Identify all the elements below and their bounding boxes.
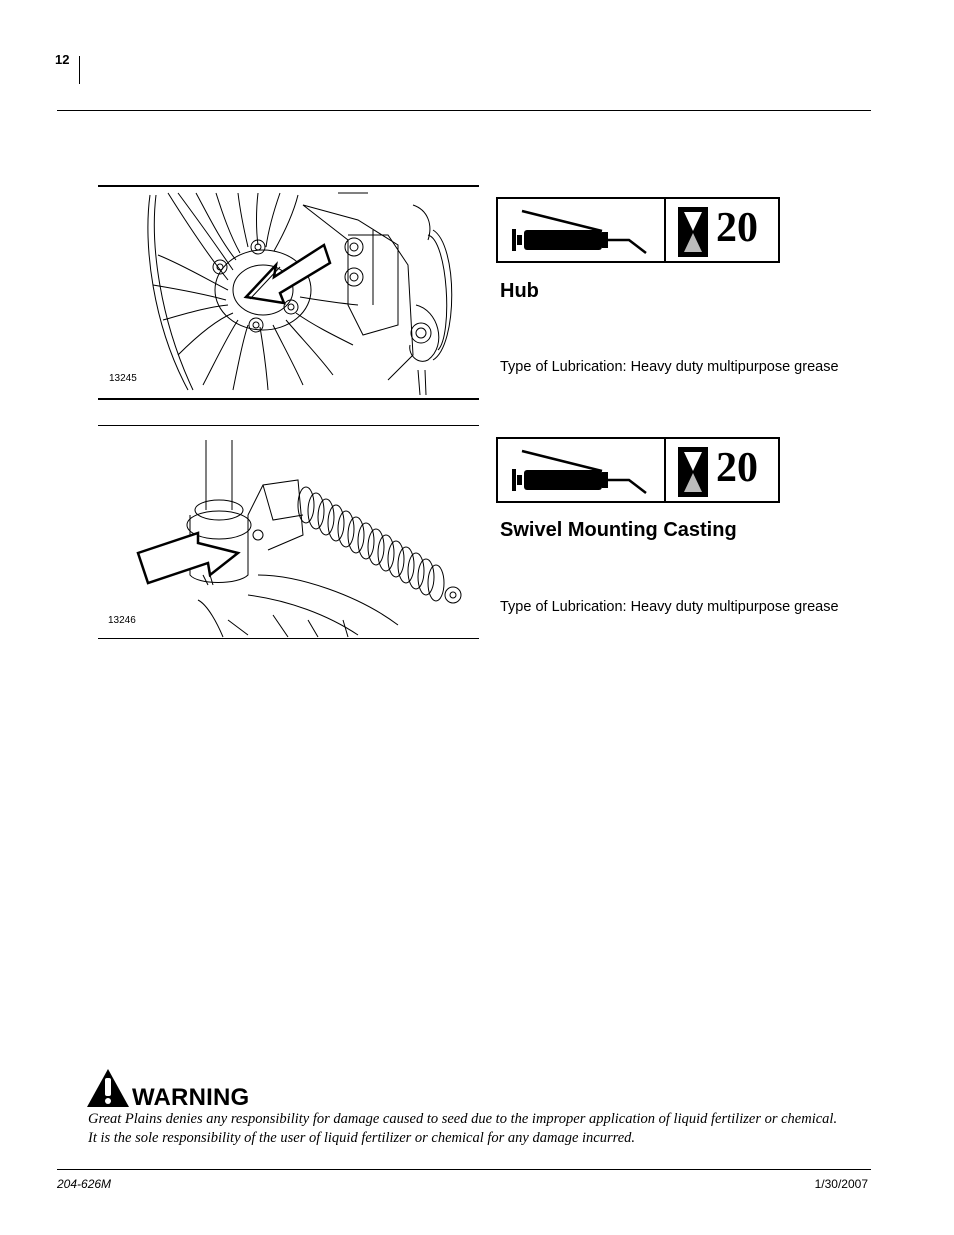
lube-interval-value: 20 (716, 205, 758, 251)
hub-illustration (98, 185, 479, 400)
lube-point-title: Hub (500, 280, 539, 302)
lube-point-title: Swivel Mounting Casting (500, 519, 737, 541)
warning-text-line: Great Plains denies any responsibility for damage caused to seed due to the improper application of liquid fertilizer or chemical. (88, 1111, 838, 1127)
figure-number: 13246 (108, 615, 136, 626)
lube-interval-box (496, 197, 780, 263)
lube-interval-value: 20 (716, 445, 758, 491)
header-rule (57, 110, 871, 111)
page-number-divider (79, 56, 80, 84)
lube-box-divider (664, 199, 666, 261)
swivel-illustration (98, 425, 479, 639)
warning-text (88, 1110, 898, 1148)
warning-label: WARNING (132, 1084, 250, 1111)
hourglass-icon (678, 207, 708, 257)
lube-type: Type of Lubrication: Heavy duty multipurpose grease (500, 359, 839, 375)
warning-text-line: It is the sole responsibility of the user of liquid fertilizer or chemical for any damage incurred. (88, 1130, 636, 1146)
lube-interval-box (496, 437, 780, 503)
document-number: 204-626M (57, 1177, 112, 1191)
lube-box-divider (664, 439, 666, 501)
footer-rule (57, 1169, 871, 1170)
figure-bottom-rule (98, 638, 479, 639)
warning-exclamation-icon (86, 1068, 130, 1108)
figure-bottom-rule (98, 398, 479, 400)
page-number: 12 (55, 52, 70, 67)
lube-type: Type of Lubrication: Heavy duty multipurpose grease (500, 599, 839, 615)
figure-number: 13245 (109, 373, 137, 384)
figure-swivel (98, 425, 479, 639)
grease-gun-icon (504, 203, 659, 257)
document-date: 1/30/2007 (814, 1177, 868, 1191)
figure-hub (98, 185, 479, 400)
grease-gun-icon (504, 443, 659, 497)
hourglass-icon (678, 447, 708, 497)
